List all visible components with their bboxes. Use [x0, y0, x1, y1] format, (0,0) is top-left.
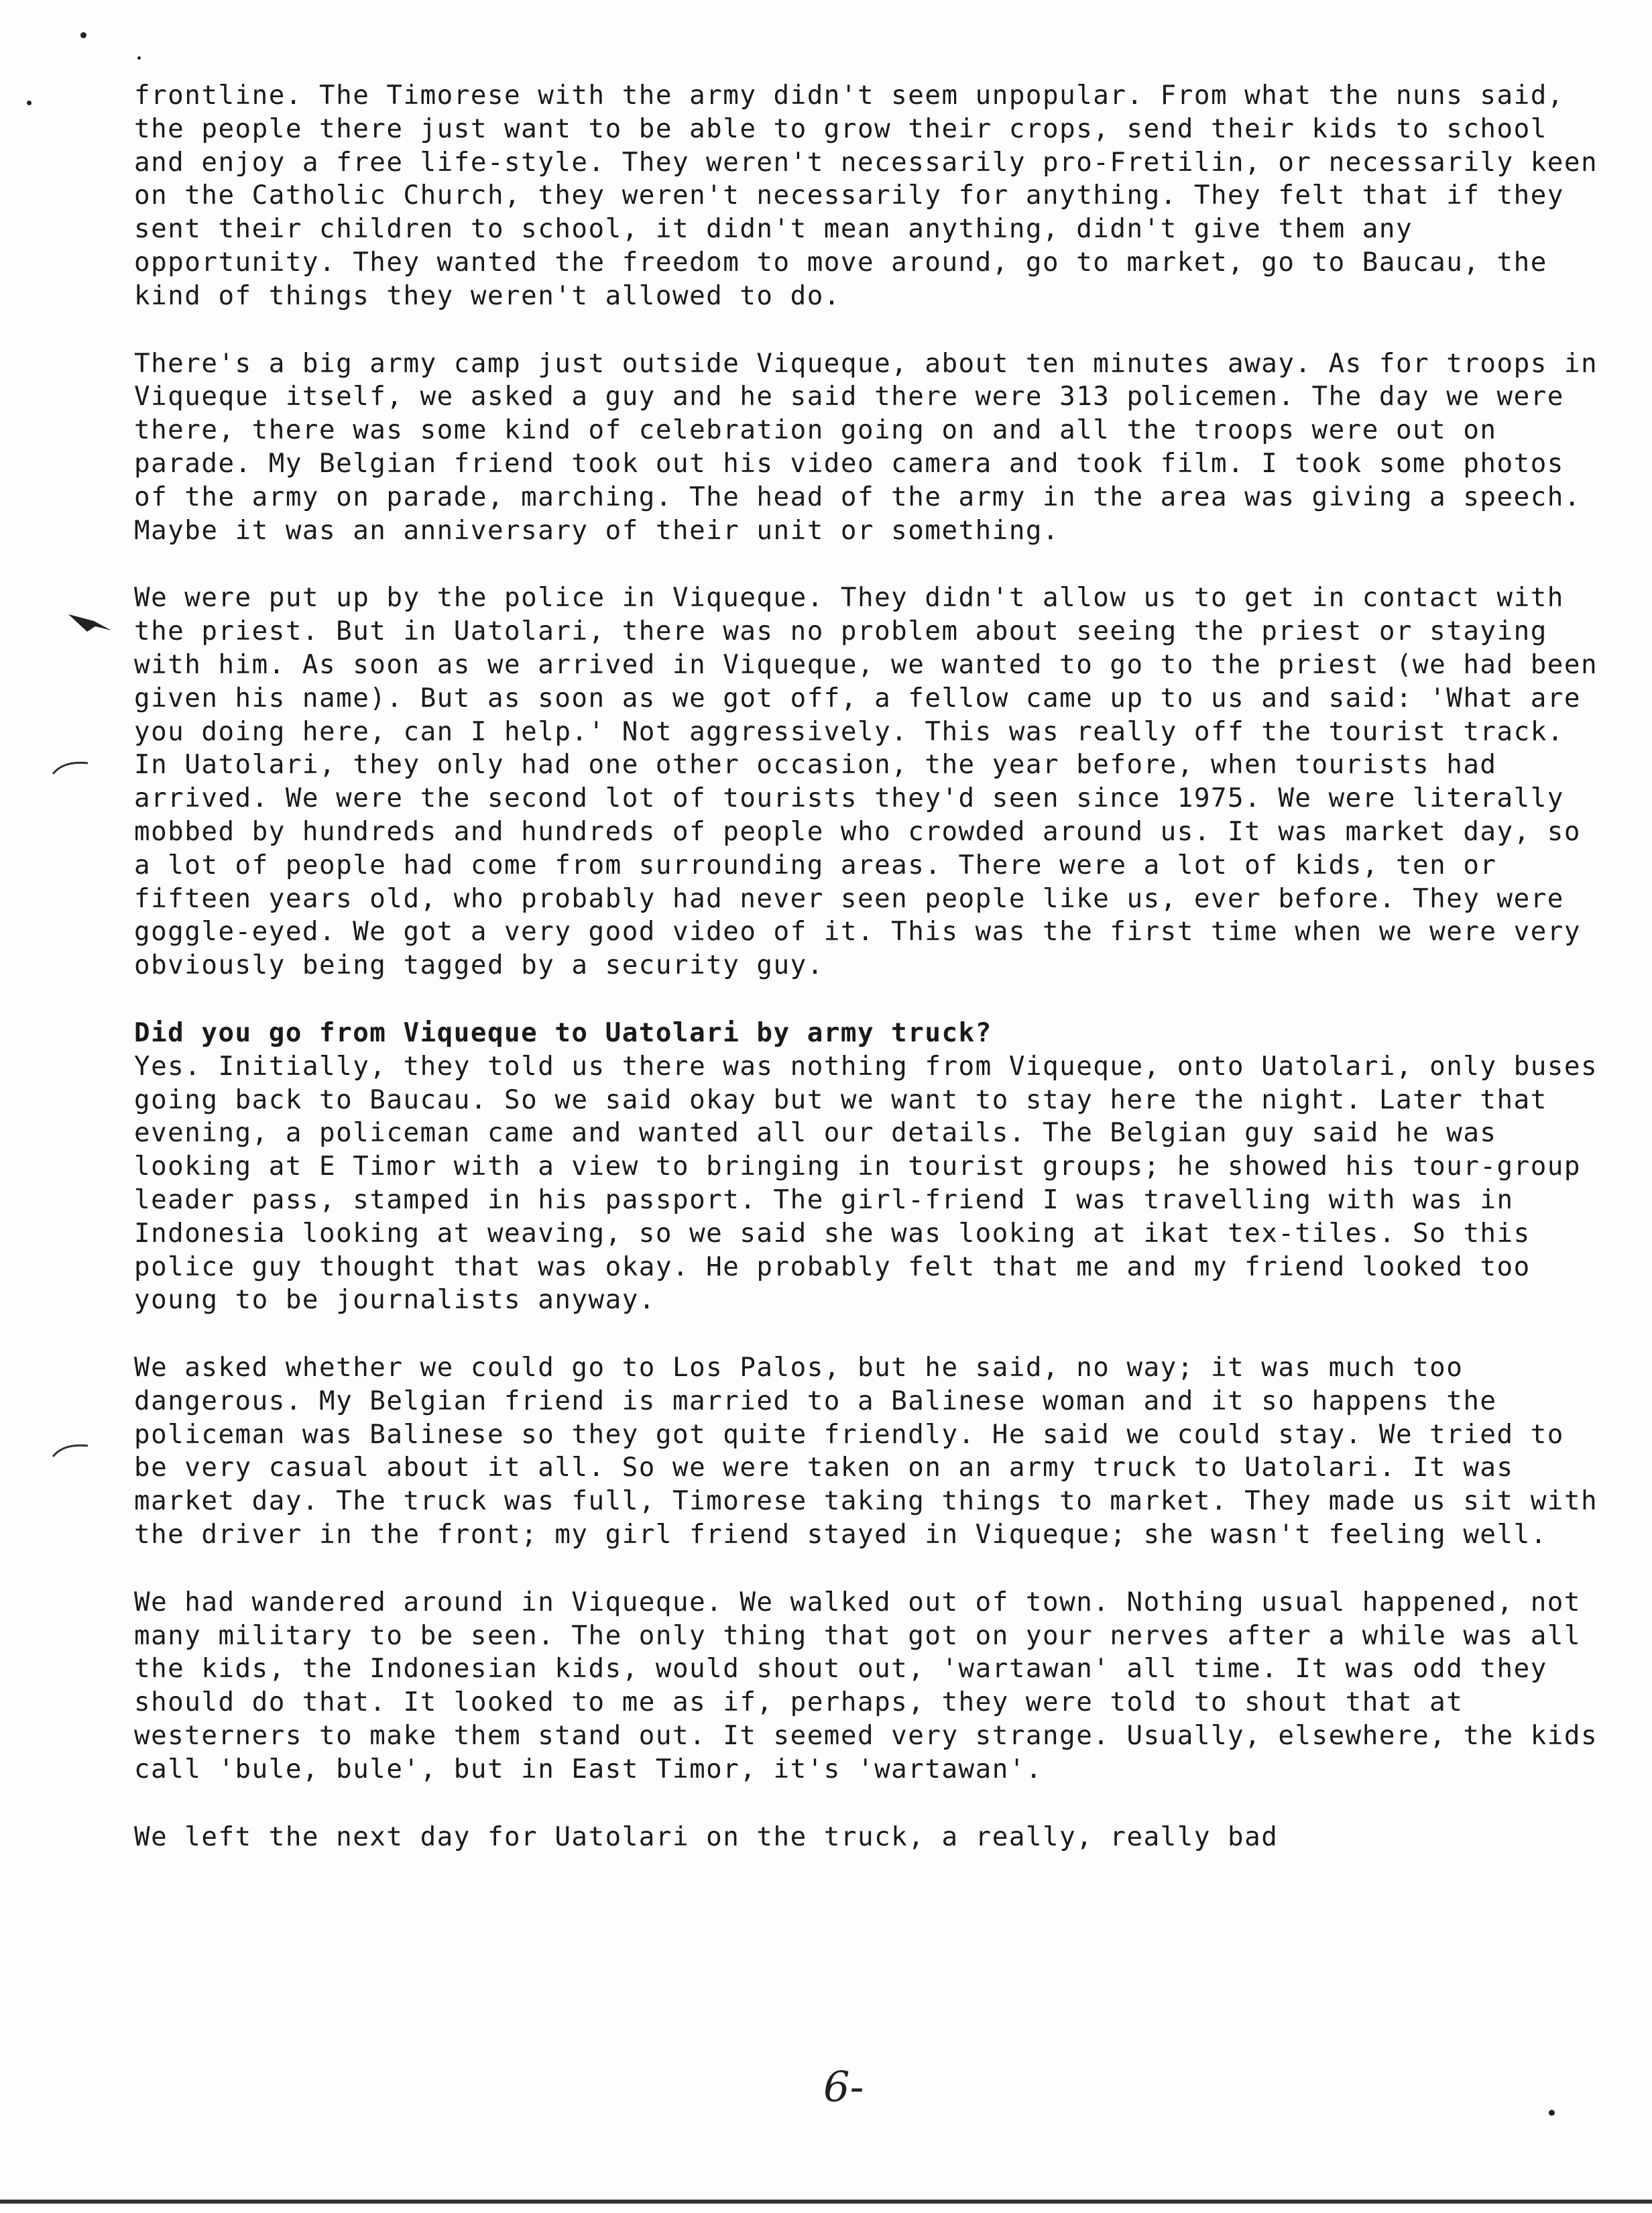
paragraph: We had wandered around in Viqueque. We walked out of town. Nothing usual happened, not many military to be seen. The only thing that got on your nerves after a while was all the kids, the Indonesian kids, would shout out, 'wartawan' all time. It was odd they should do that. It looked to me as if, perhaps, they were told to shout that at westerners to make them stand out. It seemed very strange. Usually, elsewhere, the kids call 'bule, bule', but in East Timor, it's 'wartawan'. — [134, 1587, 1598, 1784]
margin-arrow-mark — [67, 610, 115, 634]
scan-speck — [137, 56, 141, 60]
paragraph: frontline. The Timorese with the army didn't seem unpopular. From what the nuns said, the people there just want to be able to grow their crops, send their kids to school and enjoy a free life-style. They weren't necessarily pro-Fretilin, or necessarily keen on the Catholic Church, they weren't necessarily for anything. They felt that if they sent their children to school, it didn't mean anything, didn't give them any opportunity. They wanted the freedom to move around, go to market, go to Baucau, the kind of things they weren't allowed to do. — [134, 80, 1598, 311]
paragraph: We left the next day for Uatolari on the truck, a really, really bad — [134, 1821, 1279, 1852]
paragraph: We were put up by the police in Viqueque. They didn't allow us to get in contact with the priest. But in Uatolari, there was no problem about seeing the priest or staying with him. As soon as we arrived in Viqueque, we wanted to go to the priest (we had been given his name). But as soon as we got off, a fellow came up to us and said: 'What are you doing here, can I help.' Not aggressively. This was really off the tourist track. In Uatolari, they only had one other occasion, the year before, when tourists had arrived. We were the second lot of tourists they'd seen since 1975. We were literally mobbed by hundreds and hundreds of people who crowded around us. It was market day, so a lot of people had come from surrounding areas. There were a lot of kids, ten or fifteen years old, who probably had never seen people like us, ever before. They were goggle-eyed. We got a very good video of it. This was the first time when we were very obviously being tagged by a security guy. — [134, 583, 1598, 981]
scan-speck — [80, 32, 86, 38]
body-text — [134, 79, 1606, 1888]
interview-answer: Yes. Initially, they told us there was nothing from Viqueque, onto Uatolari, only buses going back to Baucau. So we said okay but we want to stay here the night. Later that evening, a policeman came and wanted all our details. The Belgian guy said he was looking at E Timor with a view to bringing in tourist groups; he showed his tour-group leader pass, stamped in his passport. The girl-friend I was travelling with was in Indonesia looking at weaving, so we said she was looking at ikat tex-tiles. So this police guy thought that was okay. He probably felt that me and my friend looked too young to be journalists anyway. — [134, 1051, 1598, 1316]
paragraph: There's a big army camp just outside Viqueque, about ten minutes away. As for troops in Viqueque itself, we asked a guy and he said there were 313 policemen. The day we were there, there was some kind of celebration going on and all the troops were out on parade. My Belgian friend took out his video camera and took film. I took some photos of the army on parade, marching. The head of the army in the area was giving a speech. Maybe it was an anniversary of their unit or something. — [134, 348, 1598, 546]
interview-question: Did you go from Viqueque to Uatolari by army truck? — [134, 1017, 992, 1048]
scan-speck — [1549, 2110, 1555, 2116]
margin-bracket-mark — [50, 759, 91, 775]
paragraph: We asked whether we could go to Los Palos, but he said, no way; it was much too dangerous. My Belgian friend is married to a Balinese woman and it so happens the policeman was Balinese so they got quite friendly. He said we could stay. We tried to be very casual about it all. So we were taken on an army truck to Uatolari. It was market day. The truck was full, Timorese taking things to market. They made us sit with the driver in the front; my girl friend stayed in Viqueque; she wasn't feeling well. — [134, 1353, 1598, 1550]
bottom-edge-rule — [0, 2200, 1652, 2204]
margin-bracket-mark — [50, 1442, 91, 1458]
page-number: 6- — [823, 2062, 864, 2111]
scan-speck — [27, 101, 32, 105]
